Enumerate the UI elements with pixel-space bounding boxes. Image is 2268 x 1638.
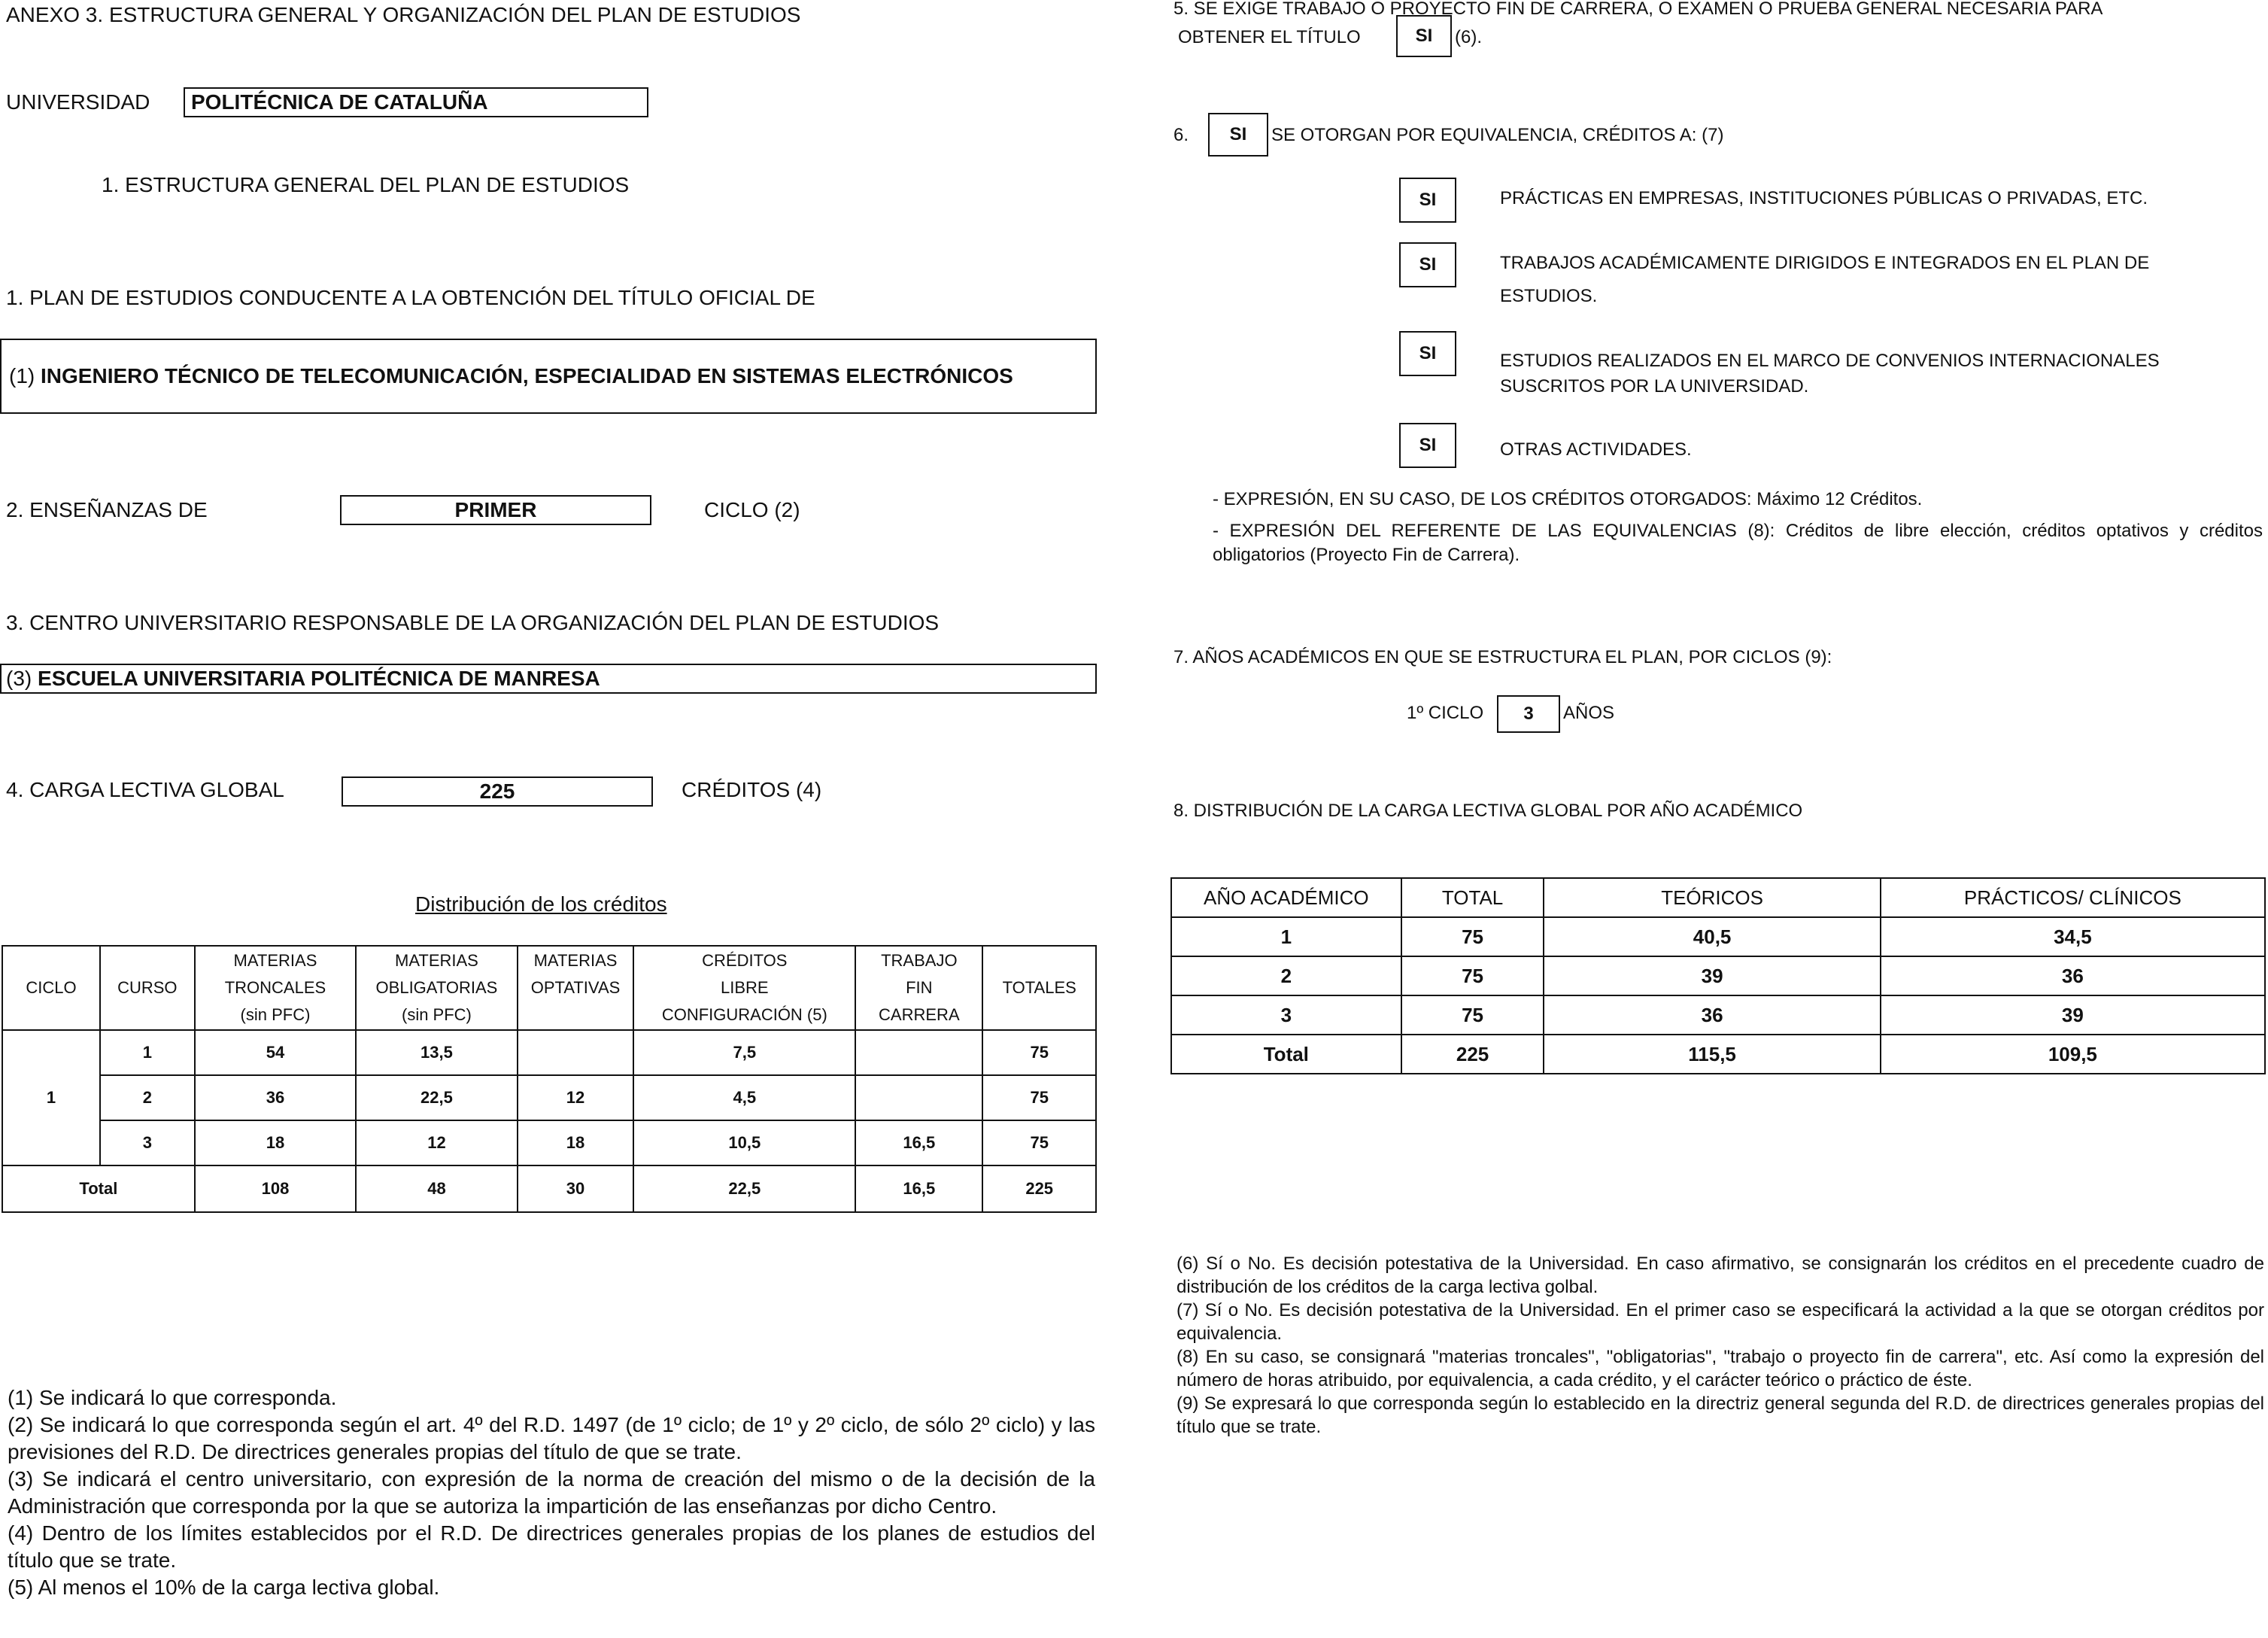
header-practicos: PRÁCTICOS/ CLÍNICOS [1881,878,2265,917]
footnote-8: (8) En su caso, se consignará "materias troncales", "obligatorias", "trabajo o proyecto fin de carrera", etc. Así como la expresión del número de horas atribuido, por equivalencia, a cada crédito, y el carácter teórico o práctico de éste. [1177,1347,2264,1390]
centro-field [0,664,1097,694]
ciclo-cell: 1 [2,1030,100,1165]
footnote-7: (7) Sí o No. Es decisión potestativa de la Universidad. En el primer caso se especificará la actividad a la que se otorgan créditos por equivalencia. [1177,1300,2264,1344]
header-ciclo: CICLO [2,946,100,1030]
cell-optativas: 18 [518,1120,634,1165]
table-row [2,1120,1096,1165]
centro-prefix: (3) [6,667,32,690]
footnote-2: (2) Se indicará lo que corresponda según el art. 4º del R.D. 1497 (de 1º ciclo; de 1º y 2º ciclo, de sólo 2º ciclo) y las previsiones del R.D. De directrices generales propias del título de que se trate. [8,1413,1095,1463]
titulo-prefix: (1) [9,364,35,387]
header-anio: AÑO ACADÉMICO [1171,878,1401,917]
cell-totales: 75 [982,1120,1096,1165]
cell-obligatorias: 22,5 [356,1075,517,1120]
carga-suffix: CRÉDITOS (4) [682,778,822,801]
table-row [1171,956,2265,995]
cell-troncales: 36 [195,1075,356,1120]
cell-obligatorias: 12 [356,1120,517,1165]
left-footnotes [8,1384,1095,1601]
total-trabajo: 16,5 [855,1165,982,1212]
footnote-4: (4) Dentro de los límites establecidos por el R.D. De directrices generales propias de los planes de estudios del título que se trate. [8,1521,1095,1572]
ensenanzas-field: PRIMER [340,495,651,525]
s6-si-box: SI [1208,113,1268,157]
cell-trabajo [855,1030,982,1075]
cell-curso: 2 [100,1075,195,1120]
ensenanzas-label: 2. ENSEÑANZAS DE [6,498,208,521]
cell-totales: 75 [982,1075,1096,1120]
equiv-1-text: PRÁCTICAS EN EMPRESAS, INSTITUCIONES PÚBLICAS O PRIVADAS, ETC. [1500,188,2148,208]
carga-field: 225 [342,776,653,807]
centro-value: ESCUELA UNIVERSITARIA POLITÉCNICA DE MANRESA [38,667,600,690]
footnote-1: (1) Se indicará lo que corresponda. [8,1386,337,1409]
footnote-5: (5) Al menos el 10% de la carga lectiva global. [8,1576,440,1599]
footnote-3: (3) Se indicará el centro universitario, con expresión de la norma de creación del mismo o de la decisión de la Administración que corresponda por la que se autoriza la impartición de las enseñanzas por dicho Centro. [8,1467,1095,1518]
cell-optativas [518,1030,634,1075]
table-row [2,1030,1096,1075]
titulo-field [0,339,1097,414]
header-total: TOTAL [1401,878,1544,917]
header-troncales: MATERIAS TRONCALES (sin PFC) [195,946,356,1030]
s5-si-box: SI [1396,15,1452,57]
s5-line2: OBTENER EL TÍTULO [1178,27,1361,47]
cell-anio: 2 [1171,956,1401,995]
cell-totales: 75 [982,1030,1096,1075]
cell-practicos: 109,5 [1881,1035,2265,1074]
equiv-3-si-box: SI [1399,331,1456,376]
titulo-value: INGENIERO TÉCNICO DE TELECOMUNICACIÓN, ESPECIALIDAD EN SISTEMAS ELECTRÓNICOS [41,364,1013,387]
cell-optativas: 12 [518,1075,634,1120]
cell-teoricos: 36 [1544,995,1880,1035]
cell-teoricos: 115,5 [1544,1035,1880,1074]
cell-libre: 7,5 [633,1030,855,1075]
header-trabajo-fin-carrera: TRABAJO FIN CARRERA [855,946,982,1030]
header-teoricos: TEÓRICOS [1544,878,1880,917]
cell-anio: Total [1171,1035,1401,1074]
ensenanzas-suffix: CICLO (2) [704,498,800,521]
header-obligatorias: MATERIAS OBLIGATORIAS (sin PFC) [356,946,517,1030]
equiv-1-si-box: SI [1399,178,1456,223]
carga-label: 4. CARGA LECTIVA GLOBAL [6,778,284,801]
total-troncales: 108 [195,1165,356,1212]
equiv-3-text-1: ESTUDIOS REALIZADOS EN EL MARCO DE CONVENIOS INTERNACIONALES [1500,351,2160,371]
cell-teoricos: 40,5 [1544,917,1880,956]
s6-num: 6. [1173,125,1189,145]
s7-label: 7. AÑOS ACADÉMICOS EN QUE SE ESTRUCTURA EL PLAN, POR CICLOS (9): [1173,647,1832,667]
cell-obligatorias: 13,5 [356,1030,517,1075]
cell-practicos: 36 [1881,956,2265,995]
table-row [1171,917,2265,956]
total-row [2,1165,1096,1212]
equiv-4-text: OTRAS ACTIVIDADES. [1500,439,1692,460]
universidad-label: UNIVERSIDAD [6,90,150,114]
s5-note: (6). [1455,27,1482,47]
section-1-title: 1. ESTRUCTURA GENERAL DEL PLAN DE ESTUDIOS [102,173,630,196]
total-optativas: 30 [518,1165,634,1212]
cell-trabajo: 16,5 [855,1120,982,1165]
cell-total: 75 [1401,995,1544,1035]
cell-troncales: 18 [195,1120,356,1165]
expr-creditos: - EXPRESIÓN, EN SU CASO, DE LOS CRÉDITOS OTORGADOS: Máximo 12 Créditos. [1213,489,1923,509]
centro-label: 3. CENTRO UNIVERSITARIO RESPONSABLE DE LA ORGANIZACIÓN DEL PLAN DE ESTUDIOS [6,611,940,634]
s7-ciclo-suffix: AÑOS [1563,703,1615,723]
equiv-2-text-1: TRABAJOS ACADÉMICAMENTE DIRIGIDOS E INTEGRADOS EN EL PLAN DE [1500,253,2150,273]
cell-total: 225 [1401,1035,1544,1074]
s7-ciclo-box: 3 [1497,695,1560,733]
cell-total: 75 [1401,917,1544,956]
anio-academico-table [1170,877,2266,1074]
header-libre-configuracion: CRÉDITOS LIBRE CONFIGURACIÓN (5) [633,946,855,1030]
total-label: Total [2,1165,195,1212]
table-row [1171,995,2265,1035]
footnote-6: (6) Sí o No. Es decisión potestativa de la Universidad. En caso afirmativo, se consignarán los créditos en el precedente cuadro de distribución de los créditos de la carga lectiva golbal. [1177,1254,2264,1297]
cell-teoricos: 39 [1544,956,1880,995]
total-obligatorias: 48 [356,1165,517,1212]
expr-referente: - EXPRESIÓN DEL REFERENTE DE LAS EQUIVALENCIAS (8): Créditos de libre elección, créditos optativos y créditos obligatorios (Proyecto Fin de Carrera). [1213,521,2263,565]
cell-curso: 3 [100,1120,195,1165]
cell-curso: 1 [100,1030,195,1075]
right-footnotes [1177,1252,2264,1439]
total-row [1171,1035,2265,1074]
s8-label: 8. DISTRIBUCIÓN DE LA CARGA LECTIVA GLOBAL POR AÑO ACADÉMICO [1173,801,1803,821]
cell-libre: 4,5 [633,1075,855,1120]
total-libre: 22,5 [633,1165,855,1212]
universidad-field: POLITÉCNICA DE CATALUÑA [184,87,648,117]
dist-title: Distribución de los créditos [415,892,667,916]
equiv-4-si-box: SI [1399,423,1456,468]
s7-ciclo-label: 1º CICLO [1407,703,1484,723]
header-optativas: MATERIAS OPTATIVAS [518,946,634,1030]
header-curso: CURSO [100,946,195,1030]
plan-label: 1. PLAN DE ESTUDIOS CONDUCENTE A LA OBTENCIÓN DEL TÍTULO OFICIAL DE [6,286,815,309]
cell-libre: 10,5 [633,1120,855,1165]
header-totales: TOTALES [982,946,1096,1030]
s6-text: SE OTORGAN POR EQUIVALENCIA, CRÉDITOS A: (7) [1271,125,1724,145]
equiv-2-text-2: ESTUDIOS. [1500,286,1598,306]
cell-anio: 1 [1171,917,1401,956]
cell-anio: 3 [1171,995,1401,1035]
distribution-table [2,945,1097,1213]
cell-trabajo [855,1075,982,1120]
cell-total: 75 [1401,956,1544,995]
cell-practicos: 34,5 [1881,917,2265,956]
cell-practicos: 39 [1881,995,2265,1035]
cell-troncales: 54 [195,1030,356,1075]
total-totales: 225 [982,1165,1096,1212]
equiv-2-si-box: SI [1399,242,1456,287]
s5-line1: 5. SE EXIGE TRABAJO O PROYECTO FIN DE CARRERA, O EXAMEN O PRUEBA GENERAL NECESARIA PARA [1173,0,2103,19]
footnote-9: (9) Se expresará lo que corresponda según lo establecido en la directriz general segunda del R.D. de directrices generales propias del título que se trate. [1177,1393,2264,1437]
table-row [2,1075,1096,1120]
annex-title: ANEXO 3. ESTRUCTURA GENERAL Y ORGANIZACIÓN DEL PLAN DE ESTUDIOS [6,3,801,26]
equiv-3-text-2: SUSCRITOS POR LA UNIVERSIDAD. [1500,376,1809,397]
